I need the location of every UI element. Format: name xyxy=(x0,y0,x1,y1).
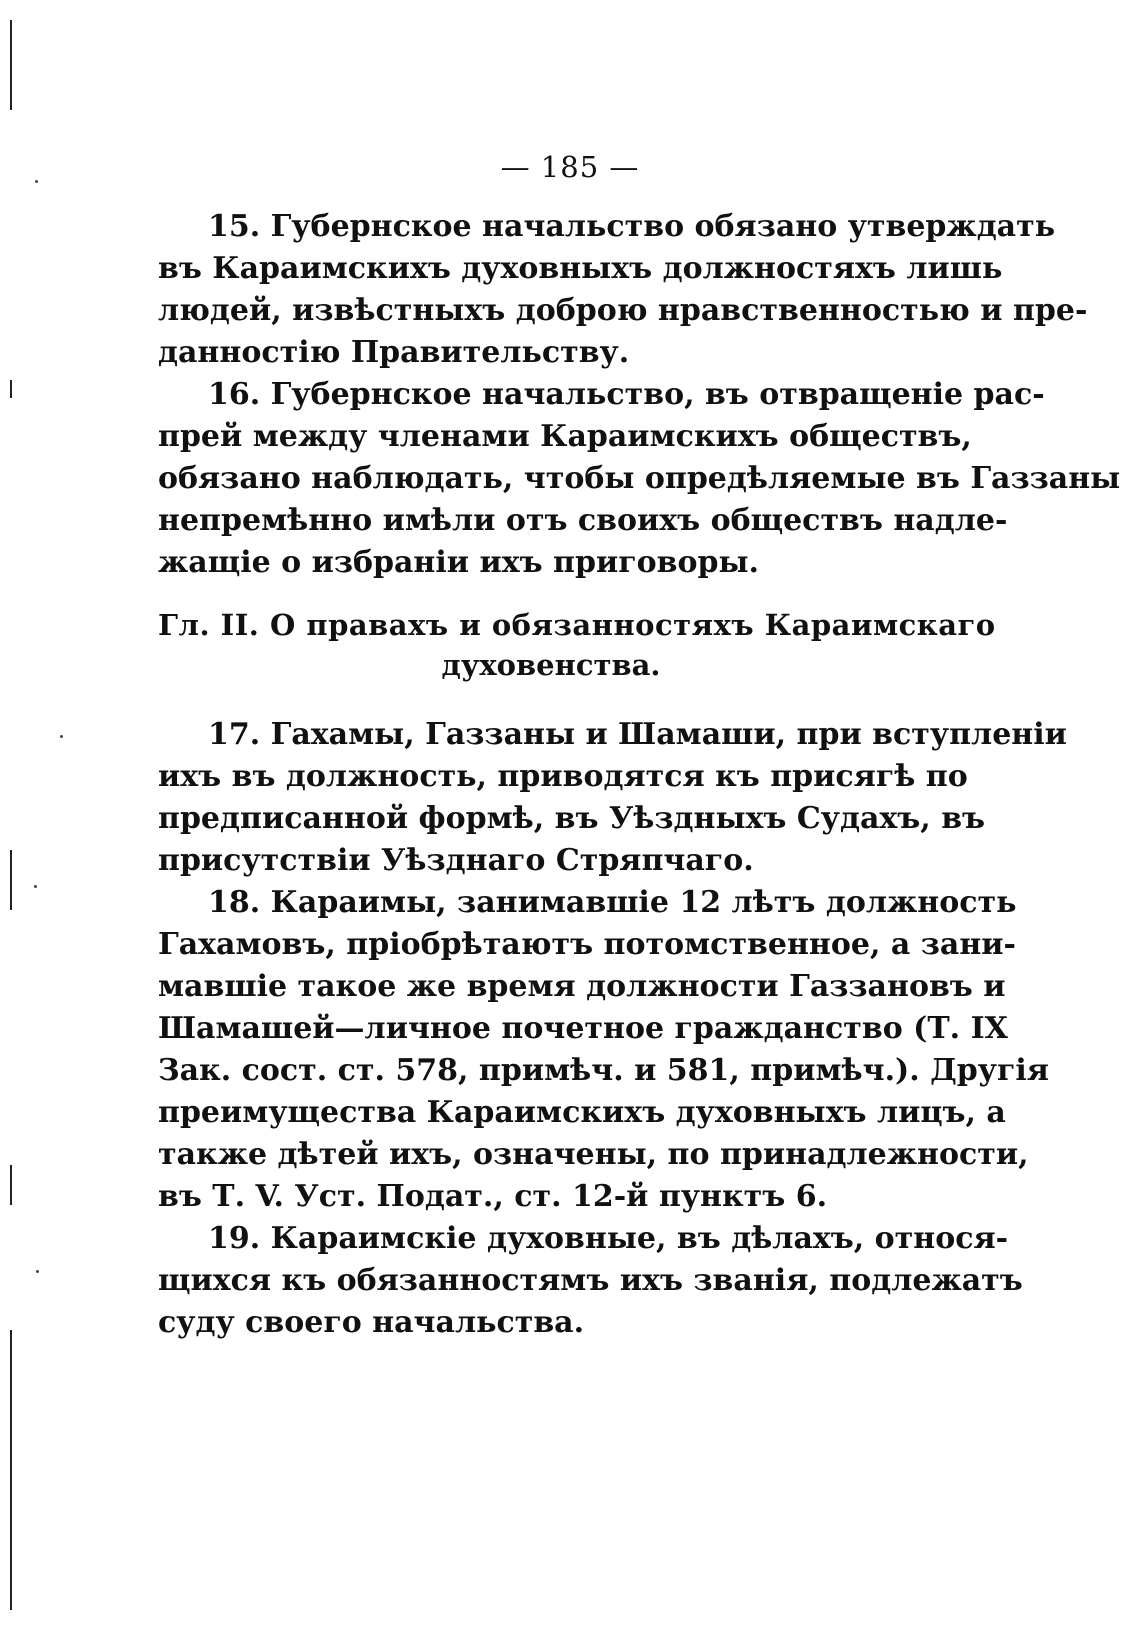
text-line: также дѣтей ихъ, означены, по принадлежности, xyxy=(158,1137,1029,1172)
section-articles-15-16 xyxy=(158,206,1121,584)
scan-edge-line xyxy=(10,20,12,110)
article-16 xyxy=(158,374,1121,584)
text-line: въ Караимскихъ духовныхъ должностяхъ лишь xyxy=(158,251,1003,286)
article-15 xyxy=(158,206,1088,374)
page-number: — 185 — xyxy=(500,150,640,184)
text-line: данностію Правительству. xyxy=(158,335,630,370)
text-line: 16. Губернское начальство, въ отвращеніе рас- xyxy=(208,377,1045,412)
text-line: въ Т. V. Уст. Подат., ст. 12-й пунктъ 6. xyxy=(158,1179,828,1214)
text-line: преимущества Караимскихъ духовныхъ лицъ, а xyxy=(158,1095,1006,1130)
text-line: Шамашей—личное почетное гражданство (Т. IX xyxy=(158,1011,1008,1046)
scan-edge-line xyxy=(10,1330,12,1610)
scan-speck xyxy=(36,1270,39,1273)
text-line: Зак. сост. ст. 578, примѣч. и 581, примѣч.). Другія xyxy=(158,1053,1049,1088)
text-line: жащіе о избраніи ихъ приговоры. xyxy=(158,545,759,580)
scan-edge-line xyxy=(10,1165,12,1205)
article-19 xyxy=(158,1218,1023,1344)
article-18 xyxy=(158,882,1049,1218)
scan-speck xyxy=(34,885,37,888)
section-articles-17-19 xyxy=(158,714,1067,1344)
text-line: мавшіе такое же время должности Газзановъ и xyxy=(158,969,1006,1004)
text-line: 18. Караимы, занимавшіе 12 лѣтъ должность xyxy=(208,885,1017,920)
text-line: суду своего начальства. xyxy=(158,1305,585,1340)
text-line: 15. Губернское начальство обязано утверждать xyxy=(208,209,1056,244)
chapter-heading-line-2: духовенства. xyxy=(441,648,661,682)
text-line: непремѣнно имѣли отъ своихъ обществъ надле- xyxy=(158,503,1008,538)
scan-edge-line xyxy=(10,850,12,910)
text-line: 19. Караимскіе духовные, въ дѣлахъ, относя- xyxy=(208,1221,1009,1256)
text-line: Гахамовъ, пріобрѣтаютъ потомственное, а зани- xyxy=(158,927,1016,962)
text-line: обязано наблюдать, чтобы опредѣляемые въ Газзаны xyxy=(158,461,1121,496)
scan-edge-line xyxy=(10,380,12,398)
chapter-heading xyxy=(158,605,996,685)
scan-speck xyxy=(60,735,63,738)
chapter-heading-line-1: Гл. II. О правахъ и обязанностяхъ Караимскаго xyxy=(158,608,996,642)
text-line: присутствіи Уѣзднаго Стряпчаго. xyxy=(158,843,754,878)
text-line: людей, извѣстныхъ доброю нравственностью и пре- xyxy=(158,293,1088,328)
text-line: щихся къ обязанностямъ ихъ званія, подлежатъ xyxy=(158,1263,1023,1298)
text-line: прей между членами Караимскихъ обществъ, xyxy=(158,419,972,454)
article-17 xyxy=(158,714,1067,882)
text-line: ихъ въ должность, приводятся къ присягѣ по xyxy=(158,759,968,794)
text-line: 17. Гахамы, Газзаны и Шамаши, при вступленіи xyxy=(208,717,1067,752)
text-line: предписанной формѣ, въ Уѣздныхъ Судахъ, въ xyxy=(158,801,986,836)
